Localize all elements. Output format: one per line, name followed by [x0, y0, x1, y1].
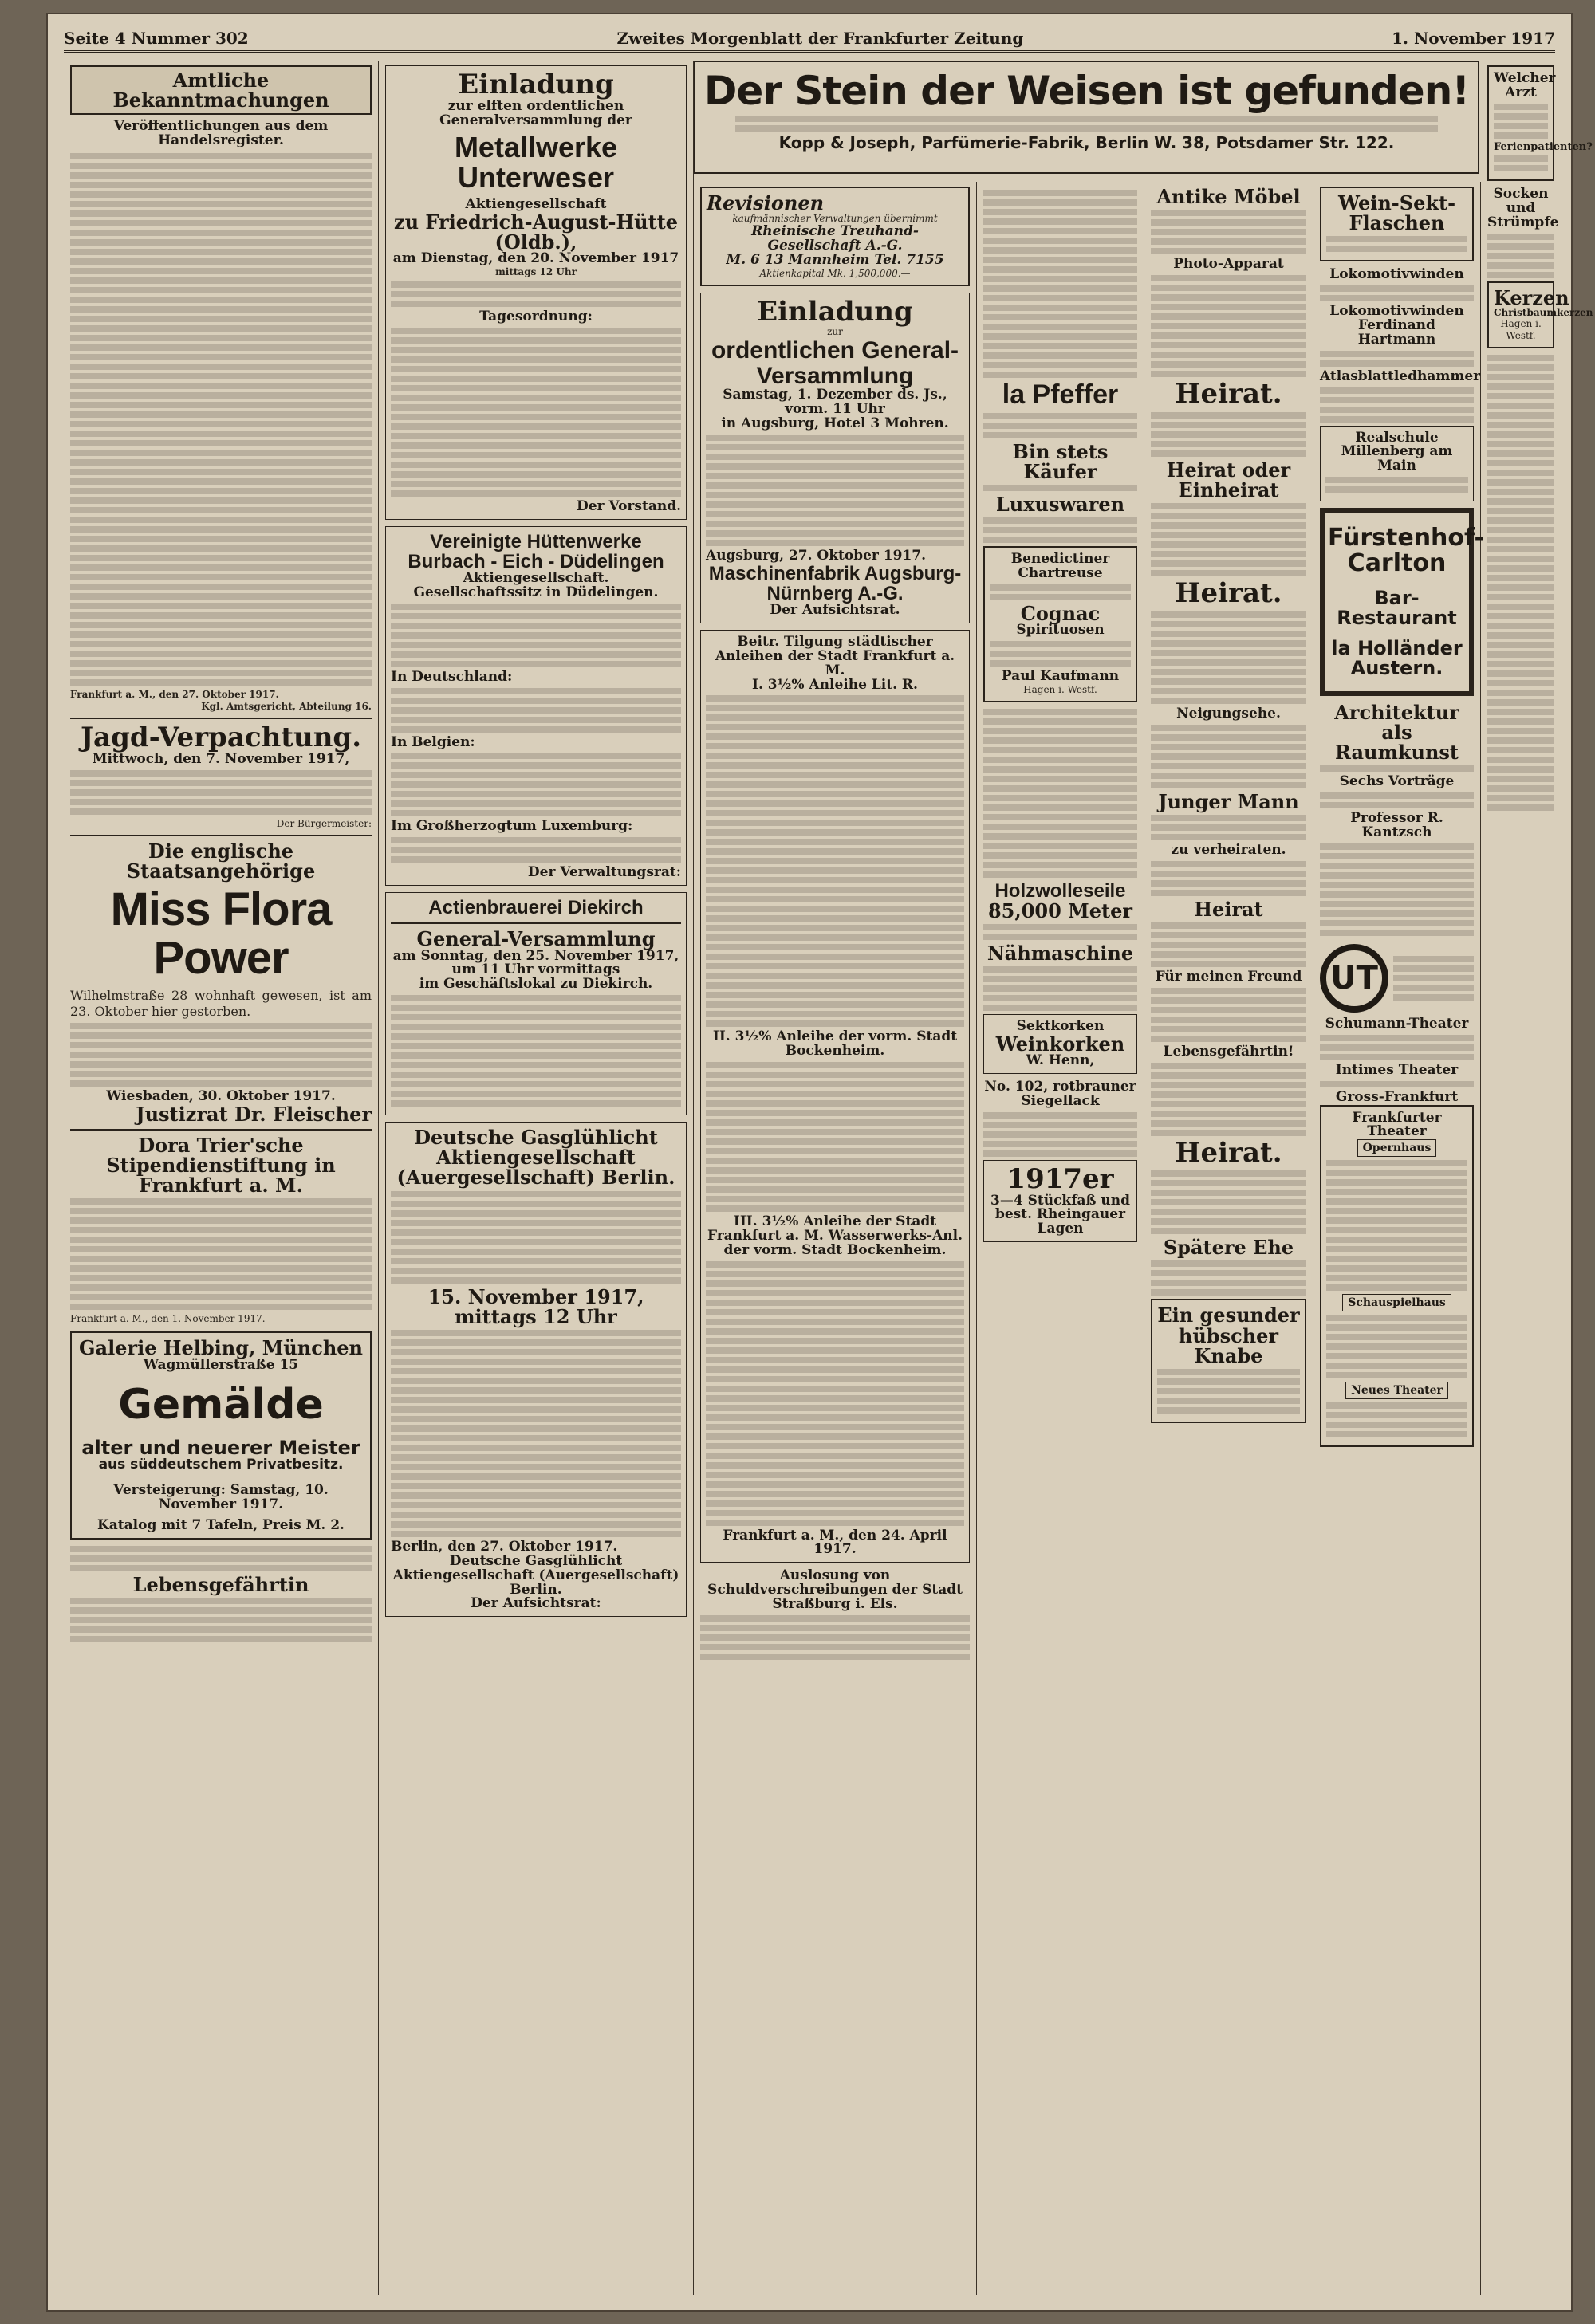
metall-time: mittags 12 Uhr — [495, 266, 577, 278]
einladung-2-sub: zur — [827, 326, 843, 338]
lokomotiv-1: Lokomotivwinden — [1329, 266, 1464, 283]
gasgluehlicht-title: Deutsche Gasglühlicht Aktiengesellschaft (Auergesellschaft) Berlin. — [396, 1126, 675, 1190]
wein-sekt: Wein-Sekt-Flaschen — [1337, 191, 1456, 235]
antike-moebel: Antike Möbel — [1156, 185, 1301, 208]
einladung-2-place: in Augsburg, Hotel 3 Mohren. — [721, 415, 949, 432]
benediktiner: Benedictiner Chartreuse — [1010, 551, 1110, 582]
revisionen-address: M. 6 13 Mannheim Tel. 7155 — [726, 251, 944, 268]
lebensgefaehrtin: Lebensgefährtin — [132, 1572, 309, 1596]
schauspielhaus: Schauspielhaus — [1342, 1294, 1451, 1311]
einladung: Einladung — [458, 69, 614, 100]
einladung-2: Einladung — [757, 295, 913, 328]
ffm-theater-ad — [1320, 1105, 1474, 1448]
register-footer: Frankfurt a. M., den 27. Oktober 1917. — [70, 689, 279, 701]
versteigerung: Versteigerung: Samstag, 10. November 1917. — [113, 1482, 329, 1512]
miss-place: Wiesbaden, 30. Oktober 1917. — [106, 1087, 336, 1104]
verwaltungsrat: Der Verwaltungsrat: — [527, 864, 681, 881]
in-luxemburg: Im Großherzogtum Luxemburg: — [391, 818, 633, 835]
maschinenfabrik-sub: Der Aufsichtsrat. — [770, 602, 900, 619]
korken-ad — [983, 1014, 1137, 1074]
maschinenfabrik: Maschinenfabrik Augsburg-Nürnberg A.-G. — [708, 562, 962, 604]
spirituosen: Spirituosen — [1016, 622, 1105, 639]
architektur: Architektur als Raumkunst — [1334, 700, 1459, 765]
court-name: Kgl. Amtsgericht, Abteilung 16. — [201, 701, 372, 713]
column-7 — [1481, 61, 1593, 2295]
revisionen: Revisionen — [707, 191, 825, 214]
lokomotiv-2: Lokomotivwinden — [1329, 303, 1464, 320]
revisionen-sub: kaufmännischer Verwaltungen übernimmt — [732, 213, 938, 225]
gross-frankfurt: Gross-Frankfurt — [1335, 1088, 1459, 1105]
gv-place: im Geschäftslokal zu Diekirch. — [419, 976, 653, 993]
heirat-4: Heirat — [1194, 897, 1263, 921]
wein-sekt-ad — [1320, 187, 1474, 261]
lebensgefaehrtin-2: Lebensgefährtin! — [1163, 1043, 1294, 1060]
gas-sign-org: Deutsche Gasglühlicht Aktiengesellschaft (Auergesellschaft) Berlin. — [392, 1552, 679, 1598]
gv-title: General-Versammlung — [416, 927, 656, 951]
pfeffer: la Pfeffer — [1002, 379, 1119, 410]
aufsichtsrat: Der Aufsichtsrat: — [471, 1595, 601, 1612]
berlin-date: Berlin, den 27. Oktober 1917. — [391, 1539, 618, 1555]
kaufmann-address: Hagen i. Westf. — [1023, 683, 1097, 695]
luxuswaren: Luxuswaren — [995, 493, 1125, 517]
gv-date: am Sonntag, den 25. November 1917, — [392, 947, 679, 964]
stein-ad — [694, 61, 1479, 174]
austern: la Holländer Austern. — [1331, 636, 1463, 679]
anleihe-3: III. 3½% Anleihe der Stadt Frankfurt a. M. Wasserwerks-Anl. der vorm. Stadt Bockenheim. — [707, 1213, 963, 1258]
jahr-sub: 3—4 Stückfaß und best. Rheingauer Lagen — [990, 1192, 1130, 1237]
cognac: Cognac — [1020, 601, 1101, 625]
diekirch-ad — [385, 892, 687, 1115]
neues-theater: Neues Theater — [1345, 1382, 1448, 1399]
ffm-theater: Frankfurter Theater — [1352, 1109, 1442, 1140]
arzt-ad — [1487, 65, 1593, 181]
ut-ad — [1320, 939, 1474, 1017]
katalog: Katalog mit 7 Tafeln, Preis M. 2. — [97, 1516, 345, 1533]
ferienpatienten: Ferienpatienten? — [1494, 140, 1593, 153]
in-deutschland: In Deutschland: — [391, 668, 513, 685]
miss-head: Die englische Staatsangehörige — [126, 839, 316, 883]
burbach: Burbach - Eich - Düdelingen — [408, 550, 664, 572]
aktienbrauerei: Actienbrauerei Diekirch — [428, 897, 644, 919]
intimes: Intimes Theater — [1335, 1061, 1459, 1078]
galerie-ad — [70, 1331, 372, 1539]
heirat-3: Heirat. — [1175, 577, 1282, 610]
frankfurt-anleihe-date: Frankfurt a. M., den 24. April 1917. — [723, 1527, 947, 1558]
welcher-arzt: Welcher Arzt — [1494, 70, 1556, 100]
realschule-ad — [1320, 426, 1474, 502]
page-number: Seite 4 Nummer 302 — [64, 28, 249, 48]
socken: Socken und Strümpfe — [1487, 186, 1559, 231]
christbaumkerzen: Christbaumkerzen — [1494, 307, 1593, 319]
kerzen-hagen: Hagen i. Westf. — [1500, 317, 1542, 341]
augsburg-ad — [700, 293, 970, 623]
register-heading: Veröffentlichungen aus dem Handelsregister. — [113, 118, 329, 149]
benediktiner-ad — [983, 546, 1137, 702]
siegellack: No. 102, rotbrauner Siegellack — [984, 1079, 1136, 1110]
atlasblatt: Atlasblattledhammer — [1320, 368, 1481, 384]
vereinigte: Vereinigte Hüttenwerke — [430, 530, 642, 552]
mittags: 15. November 1917, mittags 12 Uhr — [427, 1284, 644, 1328]
jagd-title: Jagd-Verpachtung. — [80, 722, 362, 754]
galerie-address: Wagmüllerstraße 15 — [143, 1356, 299, 1373]
weinkorken: Weinkorken — [995, 1032, 1125, 1056]
jagd-date: Mittwoch, den 7. November 1917, — [92, 750, 350, 767]
miss-text: Wilhelmstraße 28 wohnhaft gewesen, ist am 23. Oktober hier gestorben. — [70, 987, 372, 1019]
metall-sign: Der Vorstand. — [577, 497, 681, 514]
page-header — [64, 26, 1555, 53]
naehmaschine: Nähmaschine — [987, 942, 1134, 965]
metall-title: Metallwerke Unterweser — [454, 131, 618, 195]
dora-footer: Frankfurt a. M., den 1. November 1917. — [70, 1313, 266, 1325]
wein-ad — [983, 1160, 1137, 1242]
galerie-title: Galerie Helbing, München — [79, 1336, 363, 1360]
revisionen-kapital: Aktienkapital Mk. 1,500,000.— — [759, 267, 911, 279]
column-1 — [64, 61, 379, 2295]
metall-place: zu Friedrich-August-Hütte (Oldb.), — [393, 210, 679, 254]
knabe: Ein gesunder hübscher Knabe — [1157, 1304, 1300, 1367]
kerzen-ad — [1487, 281, 1593, 348]
beitr-title: Beitr. Tilgung städtischer Anleihen der Stadt Frankfurt a. M. — [715, 634, 955, 678]
realschule: Realschule Millenberg am Main — [1341, 429, 1453, 474]
jahr: 1917er — [1006, 1162, 1114, 1195]
rheinische: Rheinische Treuhand-Gesellschaft A.-G. — [751, 223, 919, 254]
sektkorken: Sektkorken — [1016, 1018, 1105, 1035]
ut-emblem-icon: UT — [1320, 944, 1388, 1013]
stein-title: Der Stein der Weisen ist gefunden! — [703, 68, 1470, 114]
dora-title: Dora Trier'sche Stipendienstiftung in Frankfurt a. M. — [106, 1133, 336, 1197]
gv-time: um 11 Uhr vormittags — [451, 961, 620, 978]
anleihe-2: II. 3½% Anleihe der vorm. Stadt Bockenheim. — [712, 1028, 958, 1060]
column-5 — [1144, 182, 1313, 2295]
vortraege: Sechs Vorträge — [1339, 773, 1455, 790]
schumann: Schumann-Theater — [1325, 1015, 1469, 1032]
heirat-5: Heirat. — [1175, 1136, 1282, 1169]
metall-sub: Aktiengesellschaft — [465, 195, 607, 212]
newspaper-title: Zweites Morgenblatt der Frankfurter Zeitung — [616, 28, 1024, 48]
metall-ad — [385, 65, 687, 520]
gasgluehlicht-ad — [385, 1122, 687, 1617]
einladung-sub: zur elften ordentlichen Generalversammlung der — [439, 97, 632, 128]
burbach-sub: Aktiengesellschaft. — [463, 570, 609, 587]
bin-kaeufer: Bin stets Käufer — [1012, 439, 1109, 483]
gemaelde-sub2: aus süddeutschem Privatbesitz. — [98, 1457, 344, 1473]
einladung-2-date: Samstag, 1. Dezember ds. Js., vorm. 11 Uhr — [723, 387, 947, 418]
metall-date: am Dienstag, den 20. November 1917 — [392, 250, 679, 267]
burbach-ad — [385, 526, 687, 886]
burbach-sitz: Gesellschaftssitz in Düdelingen. — [413, 584, 659, 600]
bar-restaurant: Bar-Restaurant — [1337, 587, 1457, 630]
augsburg-date: Augsburg, 27. Oktober 1917. — [706, 547, 927, 564]
kantzsch: Professor R. Kantzsch — [1350, 810, 1443, 841]
fuerstenhof: Fürstenhof-Carlton — [1328, 524, 1484, 577]
heirat-2: Heirat oder Einheirat — [1166, 458, 1291, 501]
issue-date: 1. November 1917 — [1392, 28, 1555, 48]
register-text — [70, 153, 372, 686]
anleihe-1: I. 3½% Anleihe Lit. R. — [752, 676, 918, 693]
henn: W. Henn, — [1026, 1052, 1095, 1069]
kaufmann: Paul Kaufmann — [1001, 667, 1120, 684]
kopp-line: Kopp & Joseph, Parfümerie-Fabrik, Berlin W. 38, Potsdamer Str. 122. — [778, 132, 1395, 152]
column-4 — [977, 182, 1144, 2295]
anleihen-ad — [700, 630, 970, 1563]
jagd-sign: Der Bürgermeister: — [276, 817, 372, 829]
column-6 — [1313, 182, 1484, 2295]
freund: Für meinen Freund — [1155, 968, 1302, 985]
section-title: Amtliche Bekanntmachungen — [70, 65, 372, 115]
verheiraten: zu verheiraten. — [1171, 841, 1286, 858]
miss-name: Miss Flora Power — [110, 883, 332, 984]
holzwolle-meter: 85,000 Meter — [987, 899, 1133, 922]
knabe-ad — [1151, 1299, 1306, 1423]
neigungsehe: Neigungsehe. — [1176, 705, 1281, 722]
junger-mann: Junger Mann — [1158, 789, 1299, 813]
auslosung: Auslosung von Schuldverschreibungen der Stadt Straßburg i. Els. — [707, 1567, 963, 1612]
opernhaus: Opernhaus — [1357, 1139, 1437, 1157]
hartmann: Ferdinand Hartmann — [1357, 317, 1436, 348]
fuerstenhof-ad — [1320, 508, 1484, 696]
miss-sign: Justizrat Dr. Fleischer — [136, 1102, 372, 1126]
heirat-1: Heirat. — [1175, 378, 1282, 411]
tagesordnung: Tagesordnung: — [479, 309, 593, 325]
in-belgien: In Belgien: — [391, 733, 475, 750]
holzwolle: Holzwolleseile — [994, 879, 1126, 902]
gemaelde-title: Gemälde — [118, 1381, 324, 1429]
kerzen: Kerzen — [1494, 285, 1569, 309]
column-3 — [694, 182, 977, 2295]
column-2 — [379, 61, 694, 2295]
ordentliche-gv: ordentlichen General-Versammlung — [711, 337, 959, 389]
photo-apparat: Photo-Apparat — [1173, 256, 1284, 273]
revisionen-ad — [700, 187, 970, 286]
spaetere-ehe: Spätere Ehe — [1163, 1236, 1294, 1260]
newspaper-page — [48, 14, 1593, 2310]
gemaelde-sub: alter und neuerer Meister — [81, 1436, 360, 1459]
